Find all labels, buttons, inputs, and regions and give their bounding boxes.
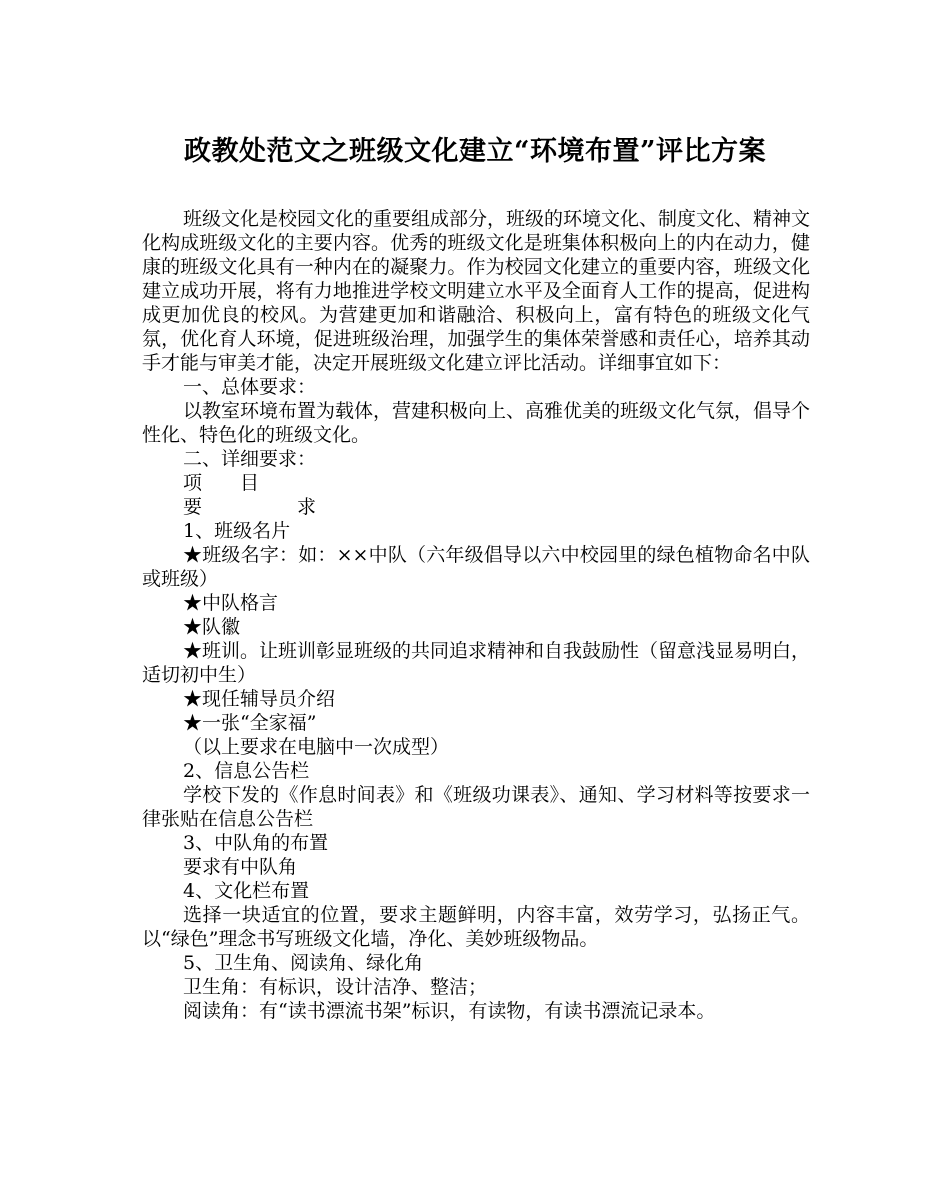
squad-corner-text: 要求有中队角: [183, 856, 298, 878]
section-heading-detail: 二、详细要求：: [183, 448, 317, 470]
item-heading-bulletin: 2、信息公告栏: [183, 760, 310, 782]
class-card-note: （以上要求在电脑中一次成型）: [183, 736, 450, 758]
item-heading-squad-corner: 3、中队角的布置: [183, 832, 329, 854]
item-heading-culture-board: 4、文化栏布置: [183, 880, 310, 902]
item-heading-class-card: 1、班级名片: [183, 520, 291, 542]
reading-corner-text: 阅读角：有“读书漂流书架”标识，有读物，有读书漂流记录本。: [183, 1000, 716, 1022]
culture-board-text: 选择一块适宜的位置，要求主题鲜明，内容丰富，效劳学习，弘扬正气。以“绿色”理念书写班级文化墙，净化、美妙班级物品。: [142, 904, 810, 950]
class-card-emblem: ★队徽: [183, 616, 241, 638]
item-heading-corners: 5、卫生角、阅读角、绿化角: [183, 952, 424, 974]
class-card-motto: ★中队格言: [183, 592, 279, 614]
hygiene-corner-text: 卫生角：有标识，设计洁净、整洁；: [183, 976, 488, 998]
class-card-name: ★班级名字：如：××中队（六年级倡导以六中校园里的绿色植物命名中队或班级）: [142, 544, 810, 590]
bulletin-text: 学校下发的《作息时间表》和《班级功课表》、通知、学习材料等按要求一律张贴在信息公告栏: [142, 784, 810, 830]
table-header-requirement: 要 求: [183, 496, 317, 518]
class-card-counselor: ★现任辅导员介绍: [183, 688, 336, 710]
general-requirement-text: 以教室环境布置为载体，营建积极向上、高雅优美的班级文化气氛，倡导个性化、特色化的班级文化。: [142, 400, 811, 446]
table-header-item: 项 目: [183, 472, 260, 494]
class-card-photo: ★一张“全家福”: [183, 712, 317, 734]
document-body: [142, 207, 810, 1023]
intro-paragraph: 班级文化是校园文化的重要组成部分，班级的环境文化、制度文化、精神文化构成班级文化的主要内容。优秀的班级文化是班集体积极向上的内在动力，健康的班级文化具有一种内在的凝聚力。作为校园文化建立的重要内容，班级文化建立成功开展，将有力地推进学校文明建立水平及全面育人工作的提高，促进构成更加优良的校风。为营建更加和谐融洽、积极向上，富有特色的班级文化气氛，优化育人环境，促进班级治理，加强学生的集体荣誉感和责任心，培养其动手才能与审美才能，决定开展班级文化建立评比活动。详细事宜如下：: [142, 208, 811, 374]
class-card-precept: ★班训。让班训彰显班级的共同追求精神和自我鼓励性（留意浅显易明白，适切初中生）: [142, 640, 811, 686]
section-heading-general: 一、总体要求：: [183, 376, 317, 398]
document-title: 政教处范文之班级文化建立“环境布置”评比方案: [183, 136, 767, 167]
